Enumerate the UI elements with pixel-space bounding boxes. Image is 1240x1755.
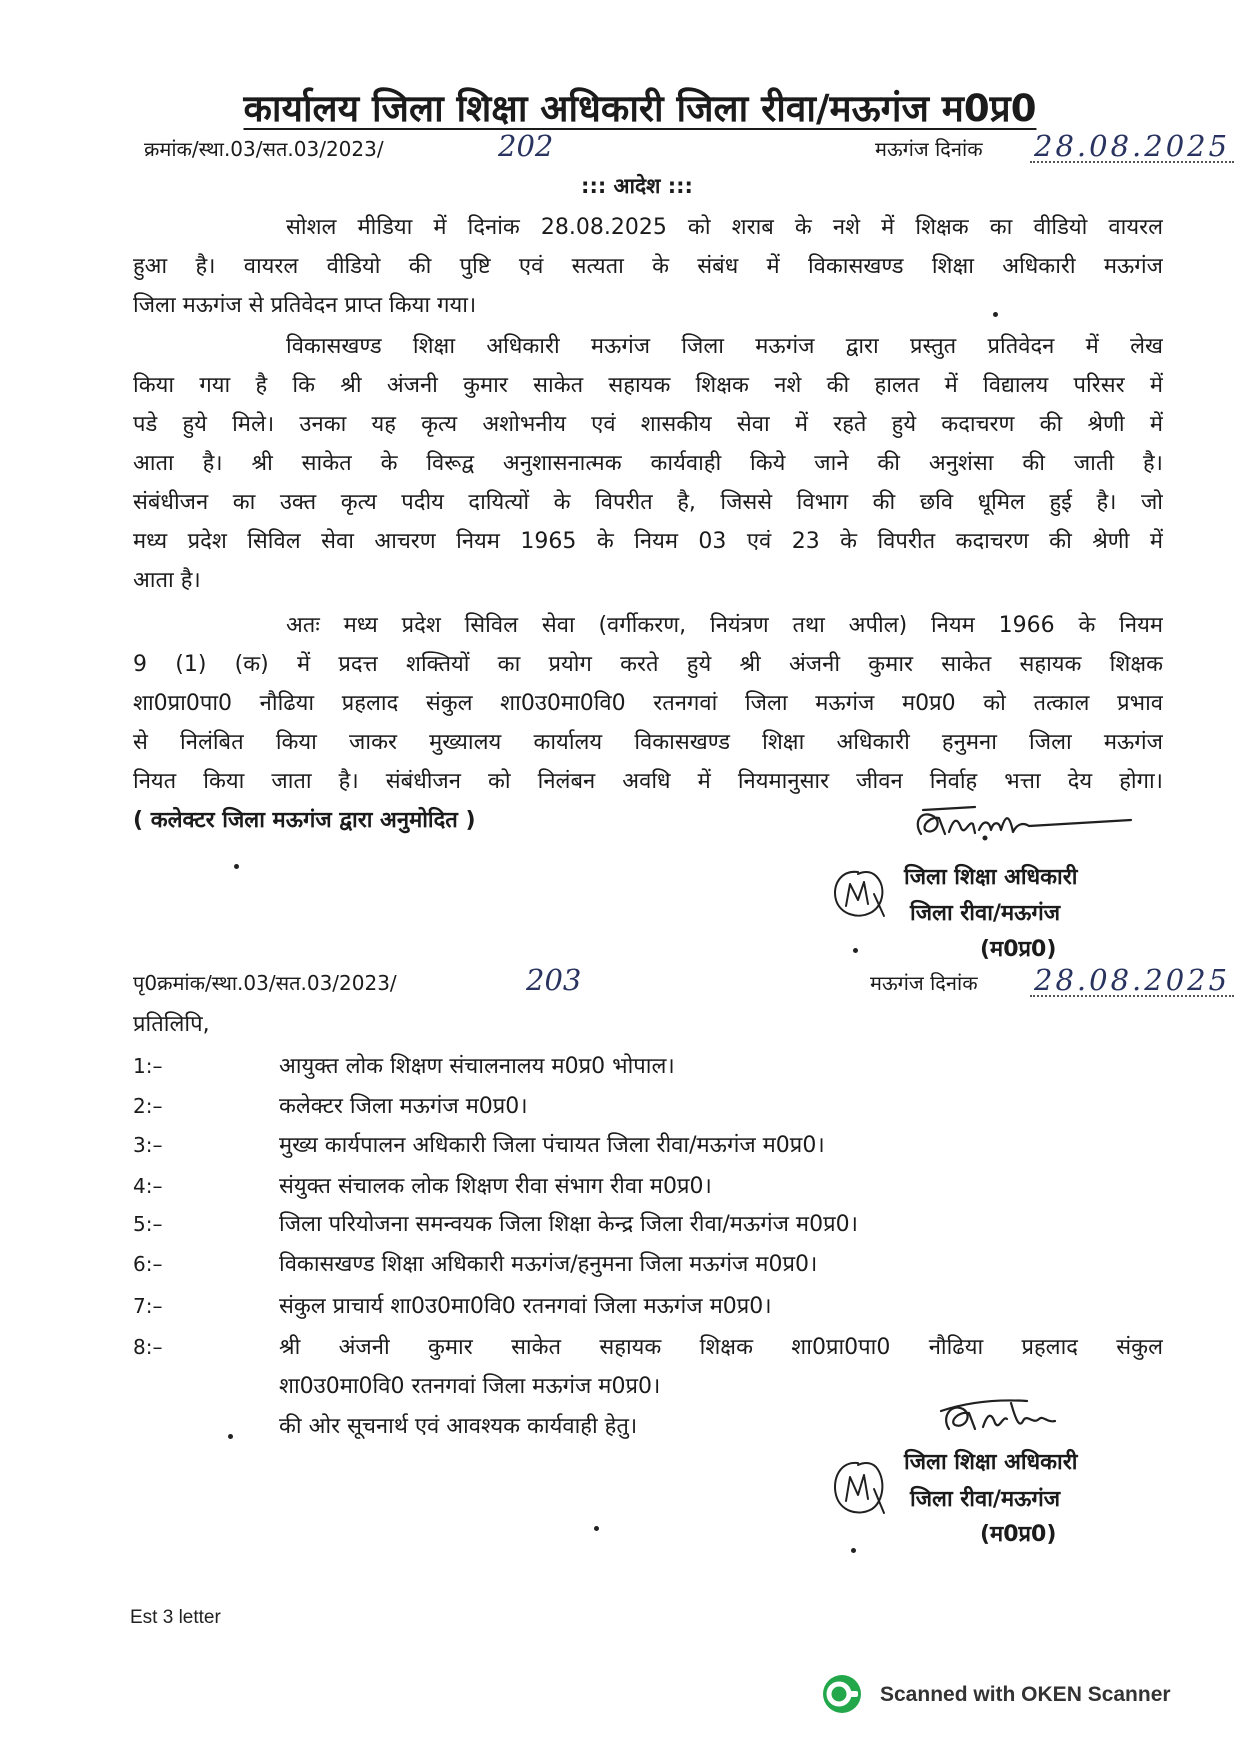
scan-speck bbox=[853, 948, 858, 953]
paragraph-line: मध्य प्रदेश सिविल सेवा आचरण नियम 1965 के नियम 03 एवं 23 के विपरीत कदाचरण की श्रेणी में bbox=[133, 529, 1163, 554]
paragraph-line: पडे हुये मिले। उनका यह कृत्य अशोभनीय एवं शासकीय सेवा में रहते हुये कदाचरण की श्रेणी में bbox=[133, 412, 1163, 437]
copy-item-number: 4:– bbox=[133, 1174, 163, 1198]
copy-closing-line: की ओर सूचनार्थ एवं आवश्यक कार्यवाही हेतु। bbox=[279, 1414, 638, 1439]
scanner-watermark: Scanned with OKEN Scanner bbox=[880, 1683, 1171, 1706]
signatory-district-1: जिला रीवा/मऊगंज bbox=[910, 901, 1061, 926]
scan-speck bbox=[228, 1434, 233, 1439]
paragraph-line: से निलंबित किया जाकर मुख्यालय कार्यालय विकासखण्ड शिक्षा अधिकारी हनुमना जिला मऊगंज bbox=[133, 730, 1163, 755]
paragraph-line: विकासखण्ड शिक्षा अधिकारी मऊगंज जिला मऊगंज द्वारा प्रस्तुत प्रतिवेदन में लेख bbox=[286, 334, 1163, 359]
copy-list-item bbox=[133, 1167, 1163, 1206]
copy-item-text: आयुक्त लोक शिक्षण संचालनालय म0प्र0 भोपाल। bbox=[279, 1054, 675, 1079]
initials-mark-1 bbox=[828, 866, 890, 922]
paragraph-line: हुआ है। वायरल वीडियो की पुष्टि एवं सत्यता के संबंध में विकासखण्ड शिक्षा अधिकारी मऊगंज bbox=[133, 254, 1163, 279]
officer-signature-2 bbox=[935, 1393, 1060, 1443]
scan-speck bbox=[993, 312, 998, 317]
scan-speck bbox=[594, 1526, 599, 1531]
copy-item-text: मुख्य कार्यपालन अधिकारी जिला पंचायत जिला रीवा/मऊगंज म0प्र0। bbox=[279, 1133, 825, 1158]
signatory-state-1: (म0प्र0) bbox=[980, 937, 1057, 962]
copy-heading: प्रतिलिपि, bbox=[133, 1012, 210, 1037]
collector-approval-note: ( कलेक्टर जिला मऊगंज द्वारा अनुमोदित ) bbox=[133, 808, 476, 833]
copy-item-number: 8:– bbox=[133, 1335, 163, 1359]
order-paragraph-1 bbox=[133, 208, 1163, 325]
paragraph-line: शा0प्रा0पा0 नौढिया प्रहलाद संकुल शा0उ0मा0वि0 रतनगवां जिला मऊगंज म0प्र0 को तत्काल प्रभाव bbox=[133, 691, 1163, 716]
scan-speck bbox=[851, 1548, 856, 1553]
copy-item-number: 5:– bbox=[133, 1212, 163, 1236]
paragraph-line: नियत किया जाता है। संबंधीजन को निलंबन अवधि में नियमानुसार जीवन निर्वाह भत्ता देय होगा। bbox=[133, 769, 1163, 794]
officer-signature-1 bbox=[905, 800, 1135, 852]
paragraph-line: 9 (1) (क) में प्रदत्त शक्तियों का प्रयोग करते हुये श्री अंजनी कुमार साकेत सहायक शिक्षक bbox=[133, 652, 1163, 677]
order-paragraph-3 bbox=[133, 606, 1163, 801]
paragraph-line: आता है। bbox=[133, 568, 201, 593]
copy-item-number: 7:– bbox=[133, 1294, 163, 1318]
copy-item-number: 2:– bbox=[133, 1094, 163, 1118]
copy-list-item bbox=[133, 1245, 1163, 1284]
scan-speck bbox=[234, 864, 239, 869]
copy-item-number: 1:– bbox=[133, 1054, 163, 1078]
signatory-state-2: (म0प्र0) bbox=[980, 1522, 1057, 1547]
signatory-district-2: जिला रीवा/मऊगंज bbox=[910, 1487, 1061, 1512]
copy-item-text: जिला परियोजना समन्वयक जिला शिक्षा केन्द्र जिला रीवा/मऊगंज म0प्र0। bbox=[279, 1212, 858, 1237]
copy-item-text: कलेक्टर जिला मऊगंज म0प्र0। bbox=[279, 1094, 528, 1119]
copy-list-item bbox=[133, 1205, 1163, 1244]
oken-scanner-logo-icon bbox=[821, 1673, 863, 1715]
copy-item-text: संयुक्त संचालक लोक शिक्षण रीवा संभाग रीवा म0प्र0। bbox=[279, 1174, 712, 1199]
copy-list-item bbox=[133, 1328, 1163, 1367]
initials-mark-2 bbox=[828, 1455, 890, 1521]
copy-item-text: संकुल प्राचार्य शा0उ0मा0वि0 रतनगवां जिला मऊगंज म0प्र0। bbox=[279, 1294, 772, 1319]
copy-list-item bbox=[133, 1287, 1163, 1326]
paragraph-line: अतः मध्य प्रदेश सिविल सेवा (वर्गीकरण, नियंत्रण तथा अपील) नियम 1966 के नियम bbox=[286, 613, 1163, 638]
copy-place-date-label: मऊगंज दिनांक bbox=[870, 971, 978, 995]
signatory-designation-2: जिला शिक्षा अधिकारी bbox=[904, 1450, 1078, 1475]
paragraph-line: संबंधीजन का उक्त कृत्य पदीय दायित्यों के विपरीत है, जिससे विभाग की छवि धूमिल हुई है। जो bbox=[133, 490, 1163, 515]
order-paragraph-2 bbox=[133, 327, 1163, 600]
handwritten-order-date: 28.08.2025 bbox=[1030, 131, 1234, 163]
paragraph-line: सोशल मीडिया में दिनांक 28.08.2025 को शराब के नशे में शिक्षक का वीडियो वायरल bbox=[286, 215, 1163, 240]
handwritten-copy-number: 203 bbox=[526, 963, 582, 997]
order-heading: ::: आदेश ::: bbox=[581, 174, 693, 198]
copy-list-item bbox=[133, 1126, 1163, 1165]
copy-item-text: श्री अंजनी कुमार साकेत सहायक शिक्षक शा0प्रा0पा0 नौढिया प्रहलाद संकुल bbox=[279, 1335, 1163, 1360]
copy-reference-label: पृ0क्रमांक/स्था.03/सत.03/2023/ bbox=[133, 971, 397, 995]
copy-item-number: 3:– bbox=[133, 1133, 163, 1157]
office-title-text: कार्यालय जिला शिक्षा अधिकारी जिला रीवा/मऊगंज म0प्र0 bbox=[243, 87, 1037, 130]
paragraph-line: आता है। श्री साकेत के विरूद्व अनुशासनात्मक कार्यवाही किये जाने की अनुशंसा की जाती है। bbox=[133, 451, 1163, 476]
paragraph-line: किया गया है कि श्री अंजनी कुमार साकेत सहायक शिक्षक नशे की हालत में विद्यालय परिसर में bbox=[133, 373, 1163, 398]
order-place-date-label: मऊगंज दिनांक bbox=[875, 137, 983, 161]
order-reference-label: क्रमांक/स्था.03/सत.03/2023/ bbox=[144, 137, 384, 161]
copy-list-item bbox=[133, 1047, 1163, 1086]
signatory-designation-1: जिला शिक्षा अधिकारी bbox=[904, 865, 1078, 890]
copy-item-text: विकासखण्ड शिक्षा अधिकारी मऊगंज/हनुमना जिला मऊगंज म0प्र0। bbox=[279, 1252, 818, 1277]
handwritten-order-number: 202 bbox=[498, 129, 554, 163]
copy-item-number: 6:– bbox=[133, 1252, 163, 1276]
paragraph-line: जिला मऊगंज से प्रतिवेदन प्राप्त किया गया। bbox=[133, 293, 477, 318]
footer-note: Est 3 letter bbox=[130, 1607, 221, 1628]
copy-item-text: शा0उ0मा0वि0 रतनगवां जिला मऊगंज म0प्र0। bbox=[279, 1374, 661, 1399]
office-title bbox=[140, 84, 1140, 134]
copy-list-item bbox=[133, 1087, 1163, 1126]
handwritten-copy-date: 28.08.2025 bbox=[1030, 965, 1234, 997]
